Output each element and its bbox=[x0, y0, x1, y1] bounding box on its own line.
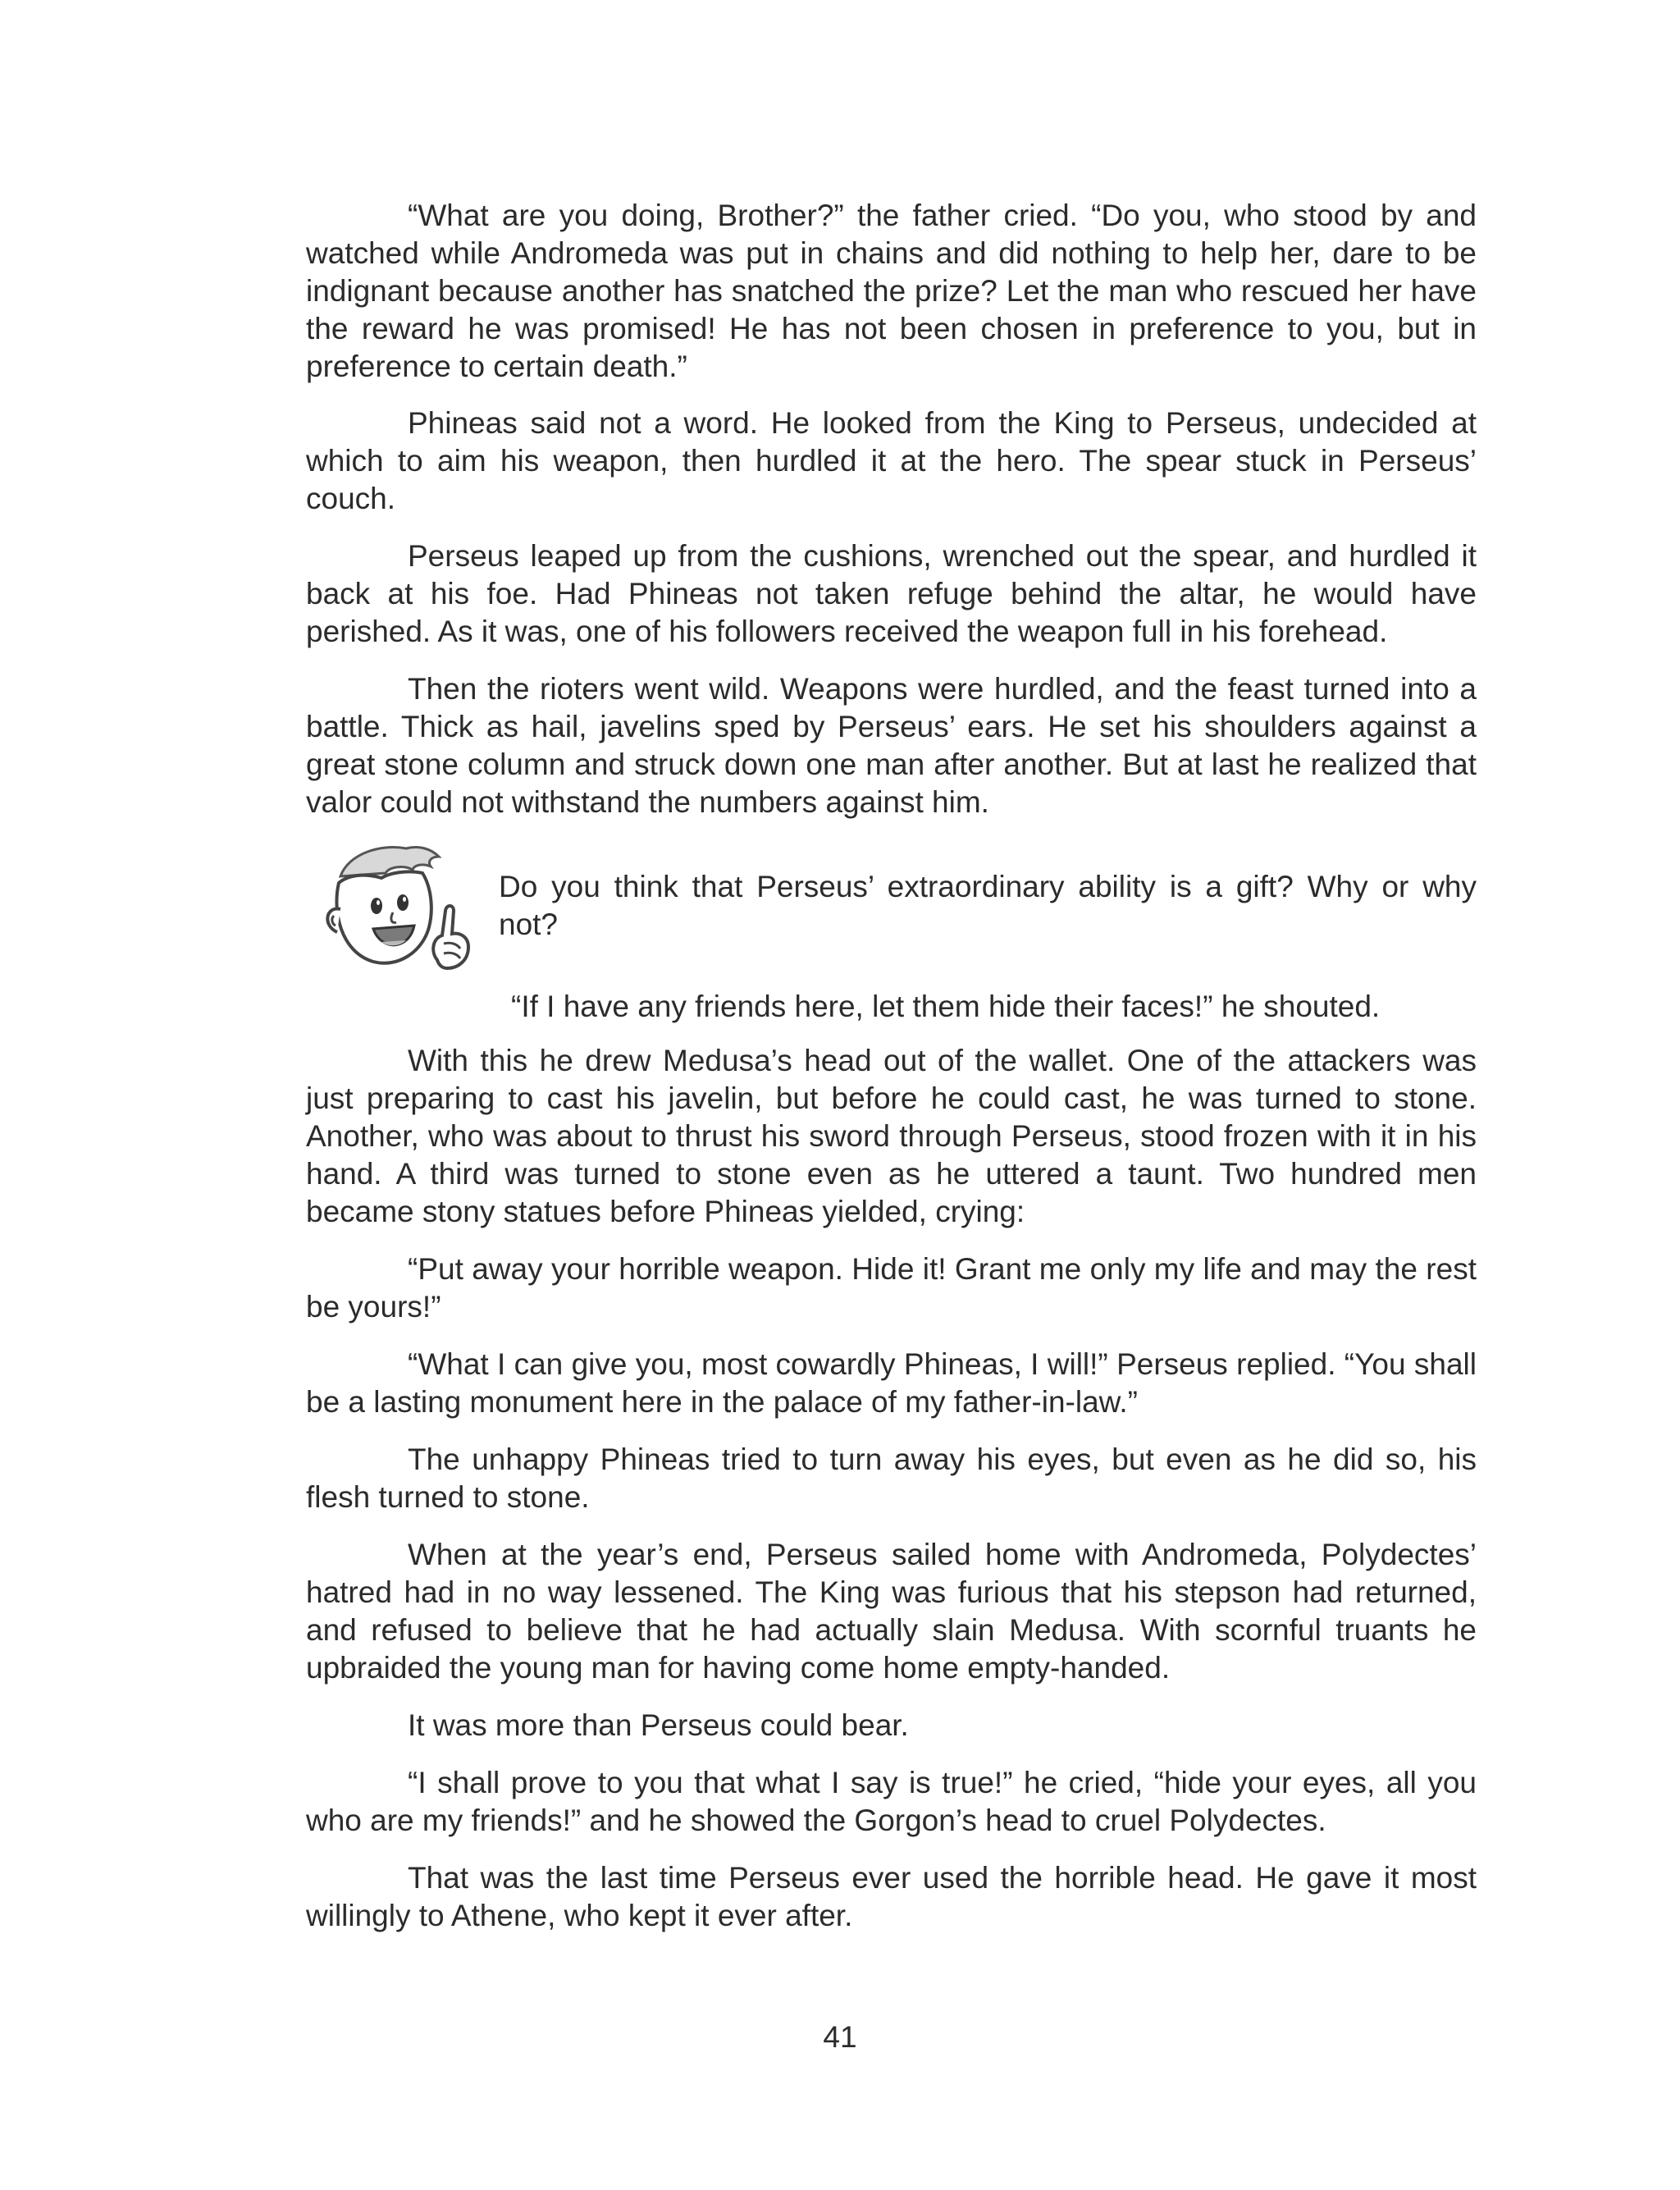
paragraph-more-than-bear: It was more than Perseus could bear. bbox=[408, 1708, 909, 1742]
paragraph-perseus-replies: “What I can give you, most cowardly Phineas, I will!” Perseus replied. “You shall be a lasting monument here in the palace of my father-in-law.” bbox=[306, 1347, 1477, 1419]
paragraph-phineas-stone: The unhappy Phineas tried to turn away his eyes, but even as he did so, his flesh turned to stone. bbox=[306, 1442, 1477, 1514]
paragraph-gorgon-head: “I shall prove to you that what I say is true!” he cried, “hide your eyes, all you who are my friends!” and he showed the Gorgon’s head to cruel Polydectes. bbox=[306, 1766, 1477, 1837]
paragraph-perseus-leaps: Perseus leaped up from the cushions, wrenched out the spear, and hurdled it back at his foe. Had Phineas not taken refuge behind the altar, he would have perished. As it was, one of his followers received the weapon full in his forehead. bbox=[306, 539, 1477, 648]
paragraph-last-time: That was the last time Perseus ever used the horrible head. He gave it most willingly to Athene, who kept it ever after. bbox=[306, 1861, 1477, 1932]
thinking-boy-pointing-icon bbox=[308, 837, 480, 976]
paragraph-polydectes-hatred: When at the year’s end, Perseus sailed home with Andromeda, Polydectes’ hatred had in no way lessened. The King was furious that his stepson had returned, and refused to believe that he had actually slain Medusa. With scornful truants he upbraided the young man for having come home empty-handed. bbox=[306, 1538, 1477, 1685]
paragraph-medusa-head: With this he drew Medusa’s head out of the wallet. One of the attackers was just preparing to cast his javelin, but before he could cast, he was turned to stone. Another, who was about to thrust his sword through Perseus, stood frozen with it in his hand. A third was turned to stone even as he uttered a taunt. Two hundred men became stony statues before Phineas yielded, crying: bbox=[306, 1044, 1477, 1228]
page-number: 41 bbox=[823, 2020, 857, 2054]
discussion-question: Do you think that Perseus’ extraordinary ability is a gift? Why or why not? bbox=[499, 870, 1477, 941]
paragraph-rioters: Then the rioters went wild. Weapons were hurdled, and the feast turned into a battle. Thick as hail, javelins sped by Perseus’ ears. He set his shoulders against a great stone column and struck down one man after another. But at last he realized that valor could not withstand the numbers against him. bbox=[306, 672, 1477, 819]
paragraph-perseus-shouts: “If I have any friends here, let them hide their faces!” he shouted. bbox=[511, 990, 1381, 1023]
paragraph-phineas-throws: Phineas said not a word. He looked from the King to Perseus, undecided at which to aim his weapon, then hurdled it at the hero. The spear stuck in Perseus’ couch. bbox=[306, 406, 1477, 515]
paragraph-phineas-pleads: “Put away your horrible weapon. Hide it! Grant me only my life and may the rest be yours!” bbox=[306, 1252, 1477, 1324]
paragraph-father-cries: “What are you doing, Brother?” the father cried. “Do you, who stood by and watched while Andromeda was put in chains and did nothing to help her, dare to be indignant because another has snatched the prize? Let the man who rescued her have the reward he was promised! He has not been chosen in preference to you, but in preference to certain death.” bbox=[306, 199, 1477, 383]
